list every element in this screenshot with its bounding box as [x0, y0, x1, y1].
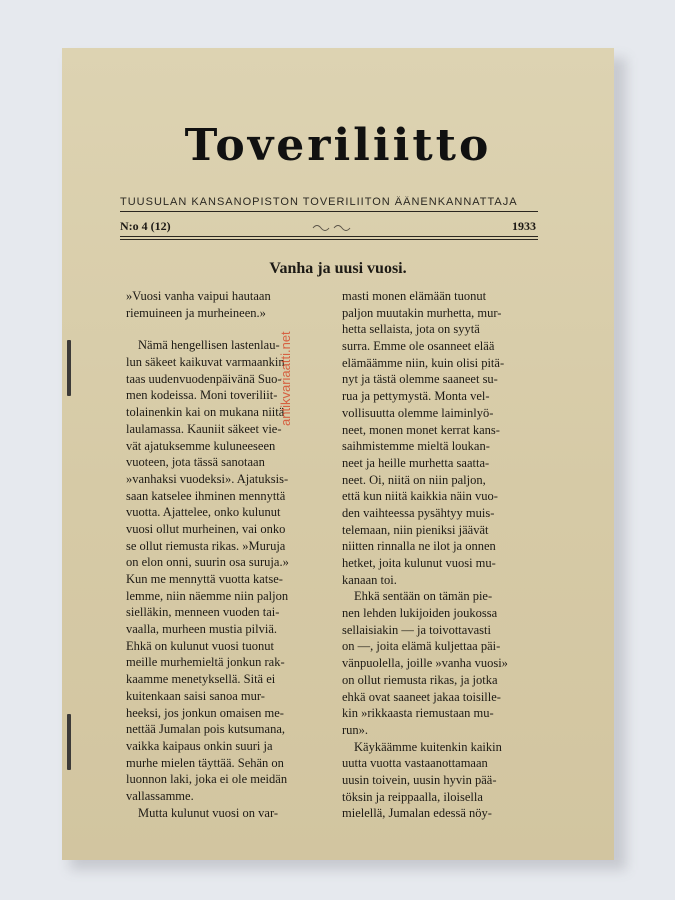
- text-line: lun säkeet kaikuvat varmaankin: [126, 355, 285, 370]
- text-line: saan katselee ihminen mennyttä: [126, 488, 286, 503]
- divider-bottom-double: [120, 239, 538, 240]
- text-line: neet, monen monet kerrat kans-: [342, 422, 500, 437]
- text-line: sellaisiakin — ja toivottavasti: [342, 622, 491, 637]
- text-line: telemaan, niin pieniksi jäävät: [342, 522, 489, 537]
- text-line: kanaan toi.: [342, 572, 397, 587]
- text-line: meille murhemieltä jonkun rak-: [126, 655, 285, 670]
- text-line: vuosi ollut murheinen, vai onko: [126, 521, 286, 536]
- text-line: kin »rikkaasta riemustaan mu-: [342, 706, 494, 721]
- text-line: vuotta. Ajattelee, onko kulunut: [126, 505, 281, 520]
- text-line: että kun niitä kaikkia näin vuo-: [342, 489, 498, 504]
- text-line: töksin ja reippaalla, iloisella: [342, 789, 483, 804]
- text-line: hetket, joita kulunut vuosi mu-: [342, 556, 496, 570]
- text-line: luonnon laki, joka ei ole meidän: [126, 772, 288, 787]
- newspaper-page: [62, 48, 614, 860]
- text-line: Nämä hengellisen lastenlau-: [138, 338, 280, 353]
- article-column-right: [342, 288, 540, 822]
- text-line: vänpuolella, joille »vanha vuosi»: [342, 656, 508, 671]
- article-title: Vanha ja uusi vuosi.: [269, 260, 407, 277]
- text-line: riemuineen ja murheineen.»: [126, 305, 266, 320]
- text-line: murhe mielen täyttää. Sehän on: [126, 755, 284, 770]
- text-line: vollisuutta olemme laiminlyö-: [342, 405, 494, 420]
- text-line: kaamme menetyksellä. Sitä ei: [126, 672, 276, 687]
- text-line: vaikka kaipaus onkin suuri ja: [126, 738, 273, 753]
- text-line: uusin toivein, uusin hyvin pää-: [342, 772, 497, 787]
- issue-number: N:o 4 (12): [120, 219, 171, 233]
- text-line: heeksi, jos jonkun omaisen me-: [126, 705, 284, 720]
- ornament-icon: [312, 222, 352, 232]
- text-line: niitten rinnalla ne ilot ja onnen: [342, 539, 496, 554]
- text-line: kuitenkaan saisi sanoa mur-: [126, 688, 265, 703]
- text-line: »vanhaksi vuodeksi». Ajatuksis-: [126, 471, 289, 486]
- text-line: se ollut riemusta rikas. »Muruja: [126, 538, 286, 553]
- text-line: on —, joita elämä kuljettaa päi-: [342, 639, 501, 654]
- text-line: den vaihteessa pysähtyy muis-: [342, 505, 495, 520]
- text-line: rua ja pettymystä. Monta vel-: [342, 389, 490, 404]
- text-line: vuoteen, jota tässä sanotaan: [126, 455, 265, 470]
- text-line: run».: [342, 722, 369, 737]
- text-line: neet ja heille murhetta saatta-: [342, 455, 490, 470]
- text-line: elämäämme niin, kuin olisi pitä-: [342, 355, 505, 370]
- text-line: on ollut riemusta rikas, ja jotka: [342, 672, 498, 687]
- text-line: nyt ja tästä olemme saaneet su-: [342, 372, 498, 387]
- text-line: nettää Jumalan pois kutsumana,: [126, 722, 285, 737]
- text-line: vallassamme.: [126, 788, 194, 803]
- divider-top: [120, 211, 538, 212]
- text-line: hetta sellaista, jota on syytä: [342, 322, 480, 337]
- text-line: neet. Oi, niitä on niin paljon,: [342, 472, 486, 487]
- text-line: paljon muutakin murhetta, mur-: [342, 305, 502, 320]
- text-line: mielellä, Jumalan edessä nöy-: [342, 806, 492, 821]
- text-line: lemme, niin näemme niin paljon: [126, 588, 289, 603]
- text-line: Mutta kulunut vuosi on var-: [138, 805, 279, 820]
- text-line: men kodeissa. Moni toveriliit-: [126, 388, 278, 403]
- text-line: vät ajatuksemme kuluneeseen: [126, 438, 276, 453]
- issue-year: 1933: [512, 219, 536, 233]
- text-line: »Vuosi vanha vaipui hautaan: [126, 289, 271, 303]
- text-line: Kun me mennyttä vuotta katse-: [126, 572, 283, 586]
- text-line: uutta vuotta vastaanottamaan: [342, 756, 488, 771]
- text-line: sielläkin, menneen vuoden tai-: [126, 605, 280, 620]
- staple-top: [67, 340, 71, 396]
- text-line: ehkä ovat saaneet jakaa toisille-: [342, 689, 501, 704]
- text-line: masti monen elämään tuonut: [342, 289, 487, 303]
- masthead-title: Toveriliitto: [184, 120, 492, 171]
- text-line: Ehkä on kulunut vuosi tuonut: [126, 638, 274, 653]
- divider-bottom: [120, 236, 538, 237]
- watermark-text: antikvariaatti.net: [278, 331, 293, 426]
- text-line: tolainenkin kai on mukana niitä: [126, 405, 285, 420]
- text-line: [126, 321, 336, 337]
- text-line: nen lehden lukijoiden joukossa: [342, 606, 498, 621]
- article-column-left: [126, 288, 336, 821]
- text-line: saihmistemme mieltä loukan-: [342, 439, 490, 454]
- text-line: Ehkä sentään on tämän pie-: [354, 589, 493, 604]
- masthead-subtitle: TUUSULAN KANSANOPISTON TOVERILIITON ÄÄNENKANNATTAJA: [120, 196, 518, 208]
- text-line: vaalla, murheen mustia pilviä.: [126, 622, 277, 637]
- text-line: surra. Emme ole osanneet elää: [342, 339, 495, 354]
- text-line: taas uudenvuodenpäivänä Suo-: [126, 371, 282, 386]
- text-line: on elon onni, suurin osa suruja.»: [126, 555, 289, 570]
- staple-bottom: [67, 714, 71, 770]
- text-line: laulamassa. Kauniit säkeet vie-: [126, 421, 282, 436]
- text-line: Käykäämme kuitenkin kaikin: [354, 739, 502, 754]
